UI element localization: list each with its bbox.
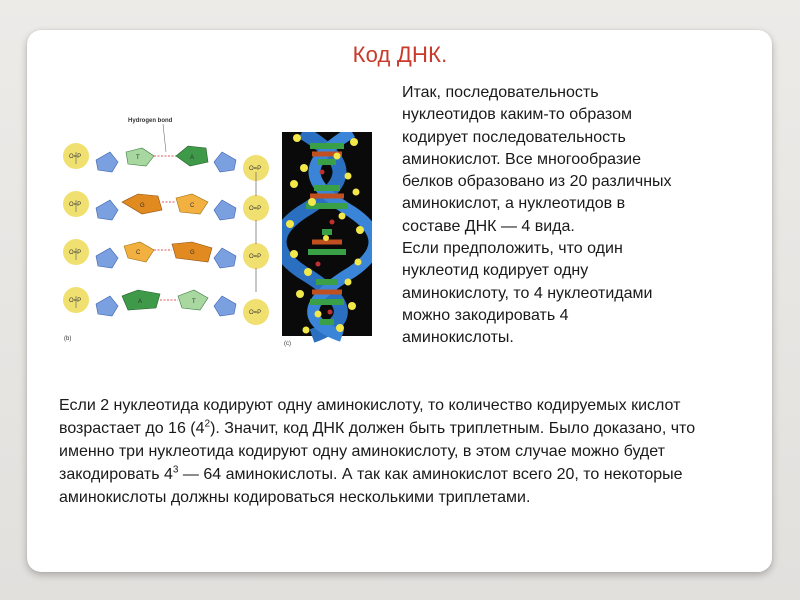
- base-pair-row: [63, 287, 269, 325]
- base-right-letter: C: [190, 203, 195, 209]
- svg-text:O=P: O=P: [69, 202, 82, 208]
- svg-text:O=P: O=P: [249, 206, 262, 212]
- base-right-letter: A: [190, 155, 195, 161]
- panel-b-label: (b): [64, 336, 72, 342]
- base-left-letter: T: [136, 155, 140, 161]
- intro-paragraph: Итак, последовательность нуклеотидов каким-то образом кодирует последовательность аминокислот. Все многообразие белков образовано из 20 различных аминокислот, а нуклеотидов в составе ДНК — 4 вида. Если предположить, что один нуклеотид кодирует одну аминокислоту, то 4 нуклеотидами можно закодировать 4 аминокислоты.: [402, 84, 672, 347]
- svg-text:O=P: O=P: [69, 298, 82, 304]
- hydrogen-bond-label: Hydrogen bond: [128, 118, 173, 124]
- svg-text:O=P: O=P: [249, 310, 262, 316]
- svg-text:O=P: O=P: [69, 250, 82, 256]
- base-pair-row: [63, 239, 269, 269]
- dna-base-pair-diagram: [58, 112, 276, 348]
- dna-helix-model: [282, 132, 372, 348]
- svg-text:O=P: O=P: [249, 254, 262, 260]
- base-left-letter: G: [140, 203, 145, 209]
- svg-text:O=P: O=P: [69, 154, 82, 160]
- conclusion-text-part2: ). Значит, код ДНК должен быть триплетным. Было доказано, что именно три нуклеотида кодируют одну аминокислоту, в этом случае можно будет закодировать 4: [59, 420, 696, 483]
- conclusion-paragraph: [59, 394, 749, 509]
- exponent-superscript: 2: [204, 418, 211, 430]
- base-left-letter: C: [136, 250, 141, 256]
- base-right-letter: T: [192, 299, 196, 305]
- base-pair-row: [63, 191, 269, 221]
- panel-c-label: (c): [284, 341, 291, 347]
- conclusion-text-part1: Если 2 нуклеотида кодируют одну аминокислоту, то количество кодируемых кислот возрастает до 16 (4: [59, 397, 681, 437]
- base-left: [126, 148, 154, 166]
- slide-title: Код ДНК.: [352, 42, 448, 67]
- conclusion-text-part3: — 64 аминокислоты. А так как аминокислот всего 20, то некоторые аминокислоты должны кодироваться несколькими триплетами.: [59, 466, 683, 506]
- svg-text:O=P: O=P: [249, 166, 262, 172]
- exponent-superscript: 3: [172, 464, 179, 476]
- base-left-letter: A: [138, 299, 143, 305]
- base-pair-row: [63, 143, 269, 181]
- base-right-letter: G: [190, 250, 195, 256]
